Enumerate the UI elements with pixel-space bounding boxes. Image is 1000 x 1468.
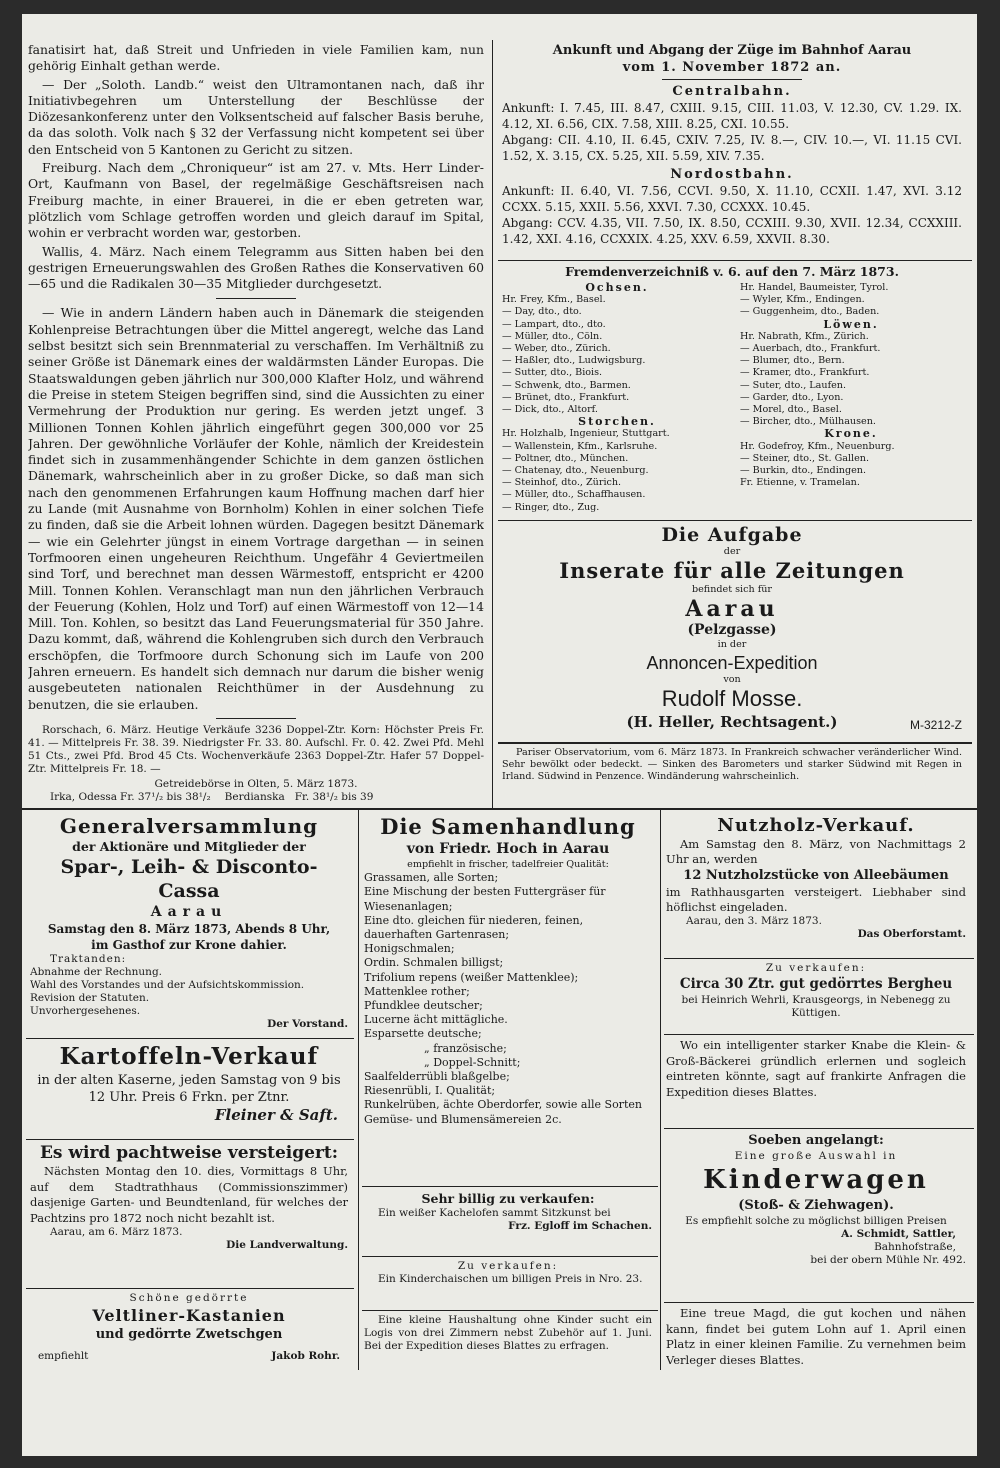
column-rule — [358, 810, 359, 1370]
list-item: Revision der Statuten. — [30, 992, 150, 1004]
ad-headline: Kinderwagen — [703, 1165, 929, 1195]
divider — [664, 1034, 974, 1035]
list-item: — Schwenk, dto., Barmen. — [502, 379, 631, 391]
list-item: — Guggenheim, dto., Baden. — [740, 306, 880, 318]
ad-headline: Circa 30 Ztr. gut gedörrtes Bergheu — [679, 976, 953, 992]
list-item: Honigschmalen; — [364, 942, 455, 956]
list-item: — Wyler, Kfm., Endingen. — [740, 294, 865, 306]
storchen-guests — [502, 428, 732, 513]
ad-line: empfiehlt in frischer, tadelfreier Qualität: — [407, 859, 609, 870]
kachel-ad — [364, 1190, 652, 1250]
list-item: — Müller, dto., Cöln. — [502, 330, 603, 342]
divider — [216, 298, 296, 299]
ad-agent: (H. Heller, Rechtsagent.) — [626, 712, 838, 731]
list-item: Grassamen, alle Sorten; — [364, 871, 499, 885]
ad-line: bei der obern Mühle Nr. 492. — [810, 1254, 966, 1266]
signature: Frz. Egloff im Schachen. — [508, 1220, 652, 1232]
boerse-title: Getreidebörse in Olten, 5. März 1873. — [154, 777, 358, 790]
paragraph: Wallis, 4. März. Nach einem Telegramm aus Sitten haben bei den gestrigen Erneuerungswahlen des Großen Rathes die Konservativen 60—65 und die Radikalen 30—35 Mitglieder durchgesetzt. — [28, 243, 484, 292]
heu-ad — [666, 962, 966, 1028]
divider — [362, 1186, 658, 1187]
ad-text: Ein Kinderchaischen um billigen Preis in Nro. 23. — [378, 1273, 643, 1285]
divider — [26, 1139, 354, 1140]
list-item: — Müller, dto., Schaffhausen. — [502, 489, 646, 501]
list-item: — Lampart, dto., dto. — [502, 318, 606, 330]
signature: A. Schmidt, Sattler, — [841, 1228, 956, 1240]
list-item: Abnahme der Rechnung. — [30, 966, 162, 978]
list-item: Mattenklee rother; — [364, 984, 470, 998]
list-item: „ französische; — [424, 1041, 507, 1055]
hotel-ochsen: Ochsen. — [585, 282, 649, 294]
ad-line: der — [723, 546, 741, 557]
list-item: — Ringer, dto., Zug. — [502, 501, 600, 513]
list-item: — Weber, dto., Zürich. — [502, 343, 611, 355]
veltliner-ad — [30, 1292, 348, 1372]
nutzholz-ad — [666, 814, 966, 954]
list-item: — Poltner, dto., München. — [502, 452, 629, 464]
hotel-storchen: Storchen. — [578, 415, 656, 429]
market-report: Rorschach, 6. März. Heutige Verkäufe 3236 Doppel-Ztr. Korn: Höchster Preis Fr. 41. — Mittelpreis Fr. 38. 39. Niedrigster Fr. 33. 80. Aufschl. Fr. 0. 42. Zwei Pfd. Mehl 51 Cts., zwei Pfd. Brod 45 Cts. Wochenverkäufe 2363 Doppel-Ztr. Hafer 57 Doppel-Ztr. Mittelpreis Fr. 18. — — [28, 723, 484, 775]
divider — [362, 1256, 658, 1257]
ad-headline: Spar-, Leih- & Disconto-Cassa — [60, 856, 318, 902]
divider — [26, 1288, 354, 1289]
nord-departures: Abgang: CCV. 4.35, VII. 7.50, IX. 8.50, CCXIII. 9.30, XVII. 12.34, CCXXIII. 1.42, XXI. 4.16, CCXXIX. 4.25, XXV. 6.59, XXVII. 8.30. — [502, 216, 962, 246]
list-item: Saalfelderrübli blaßgelbe; — [364, 1070, 510, 1084]
list-item: — Haßler, dto., Ludwigsburg. — [502, 355, 646, 367]
weather-text: Pariser Observatorium, vom 6. März 1873. In Frankreich schwacher veränderlicher Wind. Sehr bewölkt oder bedeckt. — Sinken des Barometers und starker Südwind mit Regen in Irland. Südwind in Penzence. Windänderung wahrscheinlich. — [502, 747, 962, 783]
ad-line: befindet sich für — [691, 584, 773, 596]
signature: Der Vorstand. — [267, 1018, 348, 1030]
ad-text: Nächsten Montag den 10. dies, Vormittags 8 Uhr, auf dem Stadtrathhaus (Commissionszimmer) dasjenige Garten- und Beundtenland, für welches der Pachtzins pro 1872 noch nicht bezahlt ist. — [30, 1164, 348, 1225]
ochsen-guests — [502, 294, 732, 416]
ad-line: von Friedr. Hoch in Aarau — [406, 841, 610, 857]
list-item: Esparsette deutsche; — [364, 1027, 482, 1041]
generalversammlung-ad — [30, 814, 348, 1036]
list-item: — Dick, dto., Altorf. — [502, 404, 598, 416]
ad-text: im Rathhausgarten versteigert. Liebhaber sind höflichst eingeladen. — [666, 885, 966, 914]
paragraph: Freiburg. Nach dem „Chroniqueur“ ist am 27. v. Mts. Herr Linder-Ort, Kaufmann von Basel, der regelmäßige Geschäftsreisen nach Freiburg machte, in einer Brauerei, in die er eben getreten war, plötzlich vom Schlage getroffen worden und gleich darauf im Spital, wohin er verbracht worden war, gestorben. — [28, 160, 484, 241]
list-item: — Sutter, dto., Biois. — [502, 367, 603, 379]
signature: Fleiner & Saft. — [214, 1106, 338, 1124]
list-item: Fr. Etienne, v. Tramelan. — [740, 477, 860, 489]
kinderchaise-ad — [364, 1260, 652, 1310]
column-rule — [492, 40, 493, 808]
ad-line: in der — [717, 639, 747, 651]
list-item: Hr. Nabrath, Kfm., Zürich. — [740, 330, 869, 342]
ad-line: der Aktionäre und Mitglieder der — [72, 839, 306, 854]
ad-date: Samstag den 8. März 1873, Abends 8 Uhr, — [47, 922, 331, 936]
ad-line: und gedörrte Zwetschgen — [95, 1327, 283, 1342]
ad-text: Es empfiehlt solche zu möglichst billigen Preisen — [685, 1215, 947, 1227]
divider — [216, 718, 296, 719]
list-item: — Blumer, dto., Bern. — [740, 355, 845, 367]
ad-company: Rudolf Mosse. — [661, 685, 803, 711]
paragraph: — Wie in andern Ländern haben auch in Dänemark die steigenden Kohlenpreise Betrachtungen über die Mittel angeregt, welche das Land selbst besitzt sich sein Brennmaterial zu verschaffen. Im Verhältniß zu seiner Größe ist Dänemark eines der waldärmsten Länder Europas. Die Staatswaldungen geben jährlich nur 300,000 Klafter Holz, und während die Preise in stetem Steigen begriffen sind, sind die Aussichten zu einer Vermehrung der Produktion nur gering. Es werden jetzt ungef. 3 Millionen Tonnen Kohlen jährlich eingeführt gegen 300,000 vor 25 Jahren. Der gewöhnliche Vorläufer der Kohle, nämlich der Kreidestein findet sich in zusammenhängender Schichte in dem ganzen östlichen Dänemark, wahrscheinlich aber in zu großer Dicke, so daß man sich nach den genommenen Erfahrungen kaum Hoffnung machen darf hier zu Lande (mit Ausnahme von Bornholm) Kohlen in einer solchen Tiefe zu finden, daß sie die Arbeit lohnen würden. Dagegen besitzt Dänemark — wie ein Gelehrter jüngst in einem Vortrage dargethan — in seinen Torfmooren einen ungeheuren Reichthum. Ungefähr 4 Geviertmeilen sind Torf, und berechnet man dessen Wärmestoff, entspricht er 4200 Mill. Tonnen Kohlen. Veranschlagt man nun den jährlichen Verbrauch der Feuerung (Kohlen, Holz und Torf) auf einen Wärmestoff von 12—14 Mill. Ton. Kohlen, so besitzt das Land Feuerungsmaterial für 350 Jahre. Dazu kommt, daß, während die Kohlengruben sich durch den Verbrauch erschöpfen, die Torfmoore durch Schonung sich im Laufe von 200 Jahren erneuern. Es handelt sich demnach nur darum die bisher wenig ausgebeuteten nationalen Reichthümer in der Ausdehnung zu benutzen, die sie erlauben. — [28, 305, 484, 712]
list-item: Unvorhergesehenes. — [30, 1005, 141, 1017]
divider — [662, 79, 802, 80]
central-arrivals: Ankunft: I. 7.45, III. 8.47, CXIII. 9.15, CIII. 11.03, V. 12.30, CV. 1.29. IX. 4.12, XI. 6.56, CIX. 7.58, XIII. 8.25, CXI. 10.55. — [502, 101, 962, 131]
divider — [26, 1038, 354, 1039]
ad-title: Die Samenhandlung — [380, 814, 636, 839]
kartoffel-ad — [30, 1042, 348, 1138]
ad-title: Generalversammlung — [59, 814, 319, 838]
guest-list-right — [740, 282, 962, 518]
signature: Die Landverwaltung. — [226, 1239, 348, 1251]
list-item: Hr. Holzhalb, Ingenieur, Stuttgart. — [502, 428, 670, 440]
list-item: Runkelrüben, ächte Oberdorfer, sowie alle Sorten — [364, 1098, 642, 1112]
samen-list — [364, 871, 652, 1126]
list-item: Eine Mischung der besten Futtergräser für Wiesenanlagen; — [364, 885, 606, 913]
paragraph: fanatisirt hat, daß Streit und Unfrieden in viele Familien kam, nun gehörig Einhalt gethan werde. — [28, 42, 484, 74]
signature: Das Oberforstamt. — [857, 928, 966, 940]
list-item: Gemüse- und Blumensämereien 2c. — [364, 1112, 562, 1126]
ad-title: Die Aufgabe — [661, 524, 803, 546]
ad-title: Veltliner-Kastanien — [92, 1306, 286, 1325]
hotel-loewen: Löwen. — [823, 317, 879, 331]
list-item: Hr. Godefroy, Kfm., Neuenburg. — [740, 440, 895, 452]
list-item: — Burkin, dto., Endingen. — [740, 465, 866, 477]
boerse-table — [50, 791, 376, 802]
ad-street: (Pelzgasse) — [687, 622, 777, 639]
ad-headline: Inserate für alle Zeitungen — [559, 558, 905, 584]
ad-text: Am Samstag den 8. März, von Nachmittags 2 Uhr an, werden — [666, 837, 966, 866]
ad-title: Zu verkaufen: — [457, 1260, 559, 1272]
ad-line: Bahnhofstraße, — [874, 1241, 956, 1253]
ad-code: M-3212-Z — [909, 718, 962, 732]
train-subtitle: vom 1. November 1872 an. — [622, 60, 842, 75]
list-item: — Bircher, dto., Mülhausen. — [740, 416, 876, 428]
divider — [498, 742, 972, 744]
haushalt-ad — [364, 1314, 652, 1374]
guest-list-left — [502, 282, 732, 518]
list-item: Pfundklee deutscher; — [364, 999, 483, 1013]
guest-list-title: Fremdenverzeichniß v. 6. auf den 7. März 1873. — [565, 264, 899, 279]
list-item: — Chatenay, dto., Neuenburg. — [502, 465, 649, 477]
pacht-ad — [30, 1142, 348, 1286]
list-item: — Morel, dto., Basel. — [740, 404, 842, 416]
list-item: Eine dto. gleichen für niederen, feinen, dauerhaften Gartenrasen; — [364, 913, 584, 942]
ad-date: Aarau, den 3. März 1873. — [686, 915, 822, 927]
ad-text: in der alten Kaserne, jeden Samstag von 9 bis 12 Uhr. Preis 6 Frkn. per Ztnr. — [37, 1073, 341, 1105]
ad-headline: 12 Nutzholzstücke von Alleebäumen — [683, 868, 949, 883]
divider — [362, 1310, 658, 1311]
ad-subhead: Traktanden: — [50, 953, 127, 965]
divider — [664, 1128, 974, 1129]
ad-text: Ein weißer Kachelofen sammt Sitzkunst bei — [378, 1207, 611, 1219]
ad-title: Es wird pachtweise versteigert: — [39, 1143, 339, 1163]
signature: Jakob Rohr. — [271, 1350, 341, 1362]
ad-line: Schöne gedörrte — [129, 1292, 249, 1304]
list-item: — Garder, dto., Lyon. — [740, 391, 844, 403]
ad-text: bei Heinrich Wehrli, Krausgeorgs, in Nebenegg zu Küttigen. — [681, 994, 951, 1019]
list-item: Trifolium repens (weißer Mattenklee); — [364, 970, 579, 984]
guest-list — [502, 264, 962, 520]
ad-line: (Stoß- & Ziehwagen). — [738, 1198, 894, 1213]
ad-city: Aarau — [150, 904, 228, 920]
divider — [664, 958, 974, 959]
hotel-krone: Krone. — [824, 427, 878, 441]
ad-date: Aarau, am 6. März 1873. — [50, 1226, 183, 1238]
ad-title: Soeben angelangt: — [748, 1133, 884, 1148]
weather-report — [502, 747, 962, 805]
list-item: Hr. Frey, Kfm., Basel. — [502, 294, 606, 306]
ad-city: Aarau — [685, 596, 779, 623]
list-item: — Brünet, dto., Frankfurt. — [502, 391, 630, 403]
list-item: Hr. Handel, Baumeister, Tyrol. — [740, 282, 889, 293]
ad-text: Wo ein intelligenter starker Knabe die Klein- & Groß-Bäckerei gründlich erlernen und sogleich eintreten könnte, sagt auf frankirte Anfragen die Expedition dieses Blattes. — [666, 1038, 966, 1099]
list-item: — Kramer, dto., Frankfurt. — [740, 367, 870, 379]
list-item: „ Doppel-Schnitt; — [424, 1055, 521, 1069]
samen-ad — [364, 814, 652, 1126]
knabe-ad — [666, 1038, 966, 1126]
ad-title: Kartoffeln-Verkauf — [59, 1043, 319, 1070]
nord-arrivals: Ankunft: II. 6.40, VI. 7.56, CCVI. 9.50, X. 11.10, CCXII. 1.47, XVI. 3.12 CCXX. 5.15, XXII. 5.56, XXVI. 7.30, CCXXX. 10.45. — [502, 184, 962, 214]
ad-title: Nutzholz-Verkauf. — [717, 815, 915, 836]
ad-title: Zu verkaufen: — [765, 962, 867, 974]
ad-line: Eine große Auswahl in — [734, 1150, 898, 1162]
mosse-ad — [502, 524, 962, 742]
list-item: — Steinhof, dto., Zürich. — [502, 477, 622, 489]
ad-line: empfiehlt — [37, 1350, 89, 1362]
ad-place: im Gasthof zur Krone dahier. — [91, 938, 287, 952]
divider — [664, 1302, 974, 1303]
list-item: — Steiner, dto., St. Gallen. — [740, 452, 870, 464]
list-item: — Suter, dto., Laufen. — [740, 379, 847, 391]
list-item: — Wallenstein, Kfm., Karlsruhe. — [502, 440, 658, 452]
ad-title: Sehr billig zu verkaufen: — [421, 1191, 595, 1206]
list-item: — Day, dto., dto. — [502, 306, 582, 318]
ad-expedition: Annoncen-Expedition — [646, 652, 818, 673]
list-item: — Auerbach, dto., Frankfurt. — [740, 343, 881, 355]
list-item: Ordin. Schmalen billigst; — [364, 956, 504, 970]
list-item: Riesenrübli, I. Qualität; — [364, 1084, 496, 1098]
table-row: Irka, Odessa Fr. 37¹/₂ bis 38¹/₂ Berdianska Fr. 38¹/₂ bis 39 — [50, 790, 374, 802]
left-column — [28, 42, 484, 802]
newspaper-page — [22, 14, 977, 1456]
central-title: Centralbahn. — [672, 84, 792, 99]
list-item: Wahl des Vorstandes und der Aufsichtskommission. — [30, 979, 305, 991]
ad-text: Eine treue Magd, die gut kochen und nähen kann, findet bei gutem Lohn auf 1. April einen Platz in einer kleinen Familie. Zu vernehmen beim Verleger dieses Blattes. — [666, 1306, 966, 1367]
kinderwagen-ad — [666, 1132, 966, 1300]
train-title: Ankunft und Abgang der Züge im Bahnhof Aarau — [552, 43, 912, 58]
column-rule — [660, 810, 661, 1370]
magd-ad — [666, 1306, 966, 1372]
paragraph: — Der „Soloth. Landb.“ weist den Ultramontanen nach, daß ihr Initiativbegehren um Unterstellung der Beschlüsse der Diözesankonferenz unter den Volksentscheid auf falscher Basis beruhe, da das soloth. Volk nach § 32 der Verfassung nicht kompetent sei über den Entscheid von 5 Kantonen zu Gericht zu sitzen. — [28, 76, 484, 157]
divider — [22, 808, 977, 810]
list-item: Lucerne ächt mittägliche. — [364, 1013, 508, 1027]
train-schedule — [502, 42, 962, 262]
divider — [498, 260, 972, 261]
ad-line: von — [723, 673, 741, 685]
nord-title: Nordostbahn. — [670, 167, 794, 182]
divider — [498, 520, 972, 521]
central-departures: Abgang: CII. 4.10, II. 6.45, CXIV. 7.25, IV. 8.—, CIV. 10.—, VI. 11.15 CVI. 1.52, X. 3.15, CX. 5.25, XII. 5.59, XIV. 7.35. — [502, 133, 962, 163]
ad-text: Eine kleine Haushaltung ohne Kinder sucht ein Logis von drei Zimmern nebst Zubehör auf 1. Juni. Bei der Expedition dieses Blattes zu erfragen. — [364, 1314, 652, 1352]
